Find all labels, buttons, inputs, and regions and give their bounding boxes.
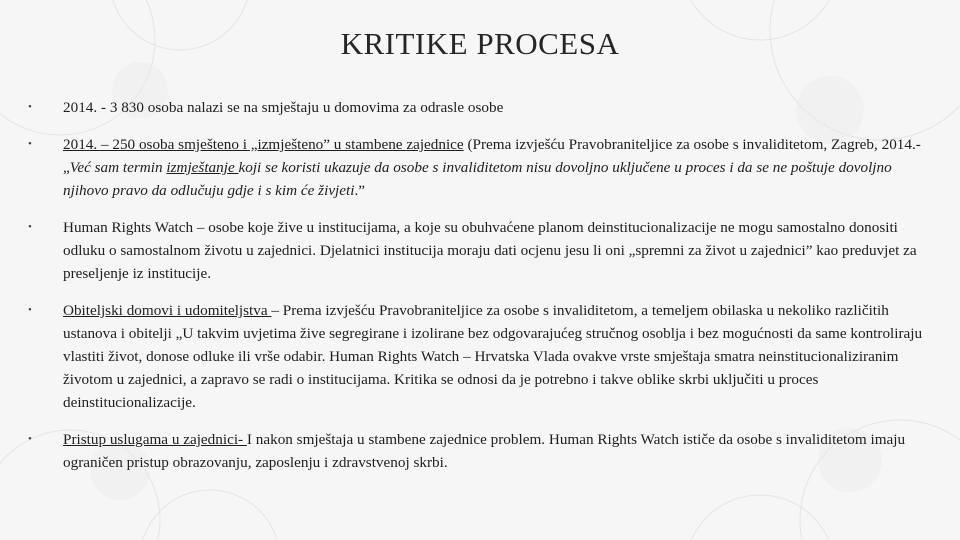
bullet-text (63, 219, 917, 282)
text-run: Human Rights Watch – osobe koje žive u institucijama, a koje su obuhvaćene planom deinstitucionalizacije ne mogu samostalno donositi odluku o samostalnom životu u zajednici. Djelatnici institucija moraju dati ocjenu jesu li oni „spremni za život u zajednici” kao preduvjet za preseljenje iz institucije. (63, 219, 917, 282)
text-run: .” (354, 182, 366, 199)
text-run: – Prema izvješću Pravobraniteljice za osobe s invaliditetom, a temeljem obilaska u nekoliko različitih ustanova i obitelji „U takvim uvjetima žive segregirane i izolirane bez odgovarajućeg stručnog osoblja i bez mogućnosti da same kontroliraju vlastiti život, donose odluke ili vrše odabir. Human Rights Watch – Hrvatska Vlada ovakve vrste smještaja smatra neinstitucionaliziranim životom u zajednici, a zapravo se radi o institucijama. Kritika se odnosi da je potrebno i takve oblike skrbi uključiti u proces deinstitucionalizacije. (63, 302, 923, 411)
bullet-text (63, 99, 503, 116)
bullet-item (28, 133, 933, 202)
text-run: imaju ograničen pristup obrazovanju, zaposlenju i zdravstvenoj skrbi. (63, 431, 906, 471)
bullet-marker: • (28, 138, 32, 150)
bullet-marker: • (28, 433, 32, 445)
bullet-marker: • (28, 221, 32, 233)
bullet-item (28, 216, 933, 285)
bullet-text (63, 136, 921, 199)
text-run: (Prema izvješću Pravobraniteljice za osobe s invaliditetom, Zagreb, 2014.- „ (63, 136, 921, 176)
text-run: Pristup uslugama u zajednici- (63, 431, 247, 448)
text-run: koji se koristi ukazuje da osobe s invaliditetom nisu dovoljno uključene u proces i da se ne poštuje dovoljno njihovo pravo da odlučuju gdje i s kim će živjeti (63, 159, 892, 199)
bullet-text (63, 302, 922, 411)
text-run: Već sam termin (69, 159, 167, 176)
bullet-item (28, 96, 933, 119)
slide-title: KRITIKE PROCESA (340, 26, 620, 61)
bullet-list (28, 96, 933, 488)
text-run: Obiteljski domovi i udomiteljstva (63, 302, 272, 319)
text-run: 2014. - 3 830 osoba nalazi se na smještaju u domovima za odrasle osobe (63, 99, 504, 116)
text-run: izmještanje (166, 159, 239, 176)
bullet-marker: • (28, 101, 32, 113)
text-run: 2014. – 250 osoba smješteno i „izmješteno” u stambene zajednice (63, 136, 464, 153)
text-run: I nakon smještaja u stambene zajednice problem. Human Rights Watch ističe da osobe s invaliditetom (246, 431, 871, 448)
bullet-text (63, 431, 905, 471)
bullet-item (28, 299, 933, 414)
bullet-marker: • (28, 304, 32, 316)
bullet-item (28, 428, 933, 474)
